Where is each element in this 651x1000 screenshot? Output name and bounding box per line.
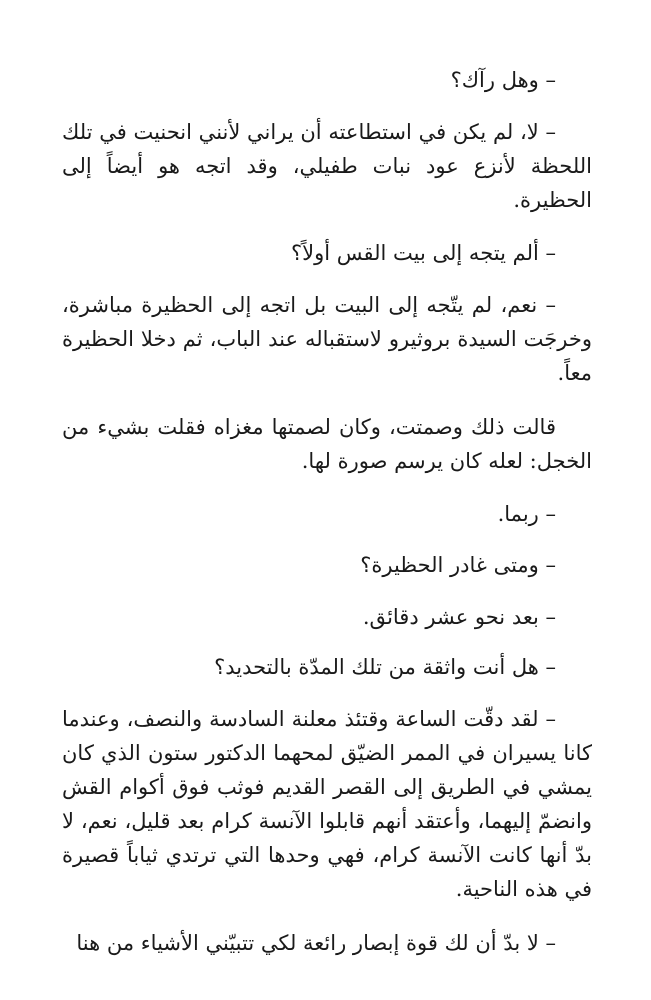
paragraph-3: – ألم يتجه إلى بيت القس أولاً؟ xyxy=(290,241,556,265)
paragraph-11: – لا بدّ أن لك قوة إبصار رائعة لكي تتبيّني الأشياء من هنا xyxy=(76,931,556,955)
paragraph-4: – نعم، لم يتّجه إلى البيت بل اتجه إلى الحظيرة مباشرة، وخرجَت السيدة بروثيرو لاستقباله عند الباب، ثم دخلا الحظيرة معاً. xyxy=(62,293,592,385)
paragraph-1: – وهل رآك؟ xyxy=(450,68,556,92)
paragraph-6: – ربما. xyxy=(497,502,556,526)
paragraph-2: – لا، لم يكن في استطاعته أن يراني لأنني انحنيت في تلك اللحظة لأنزع عود نبات طفيلي، وقد اتجه هو أيضاً إلى الحظيرة. xyxy=(62,120,592,212)
paragraph-5: قالت ذلك وصمتت، وكان لصمتها مغزاه فقلت بشيء من الخجل: لعله كان يرسم صورة لها. xyxy=(62,415,592,473)
paragraph-10: – لقد دقّت الساعة وقتئذ معلنة السادسة والنصف، وعندما كانا يسيران في الممر الضيّق لمحهما الدكتور ستون الذي كان يمشي في الطريق إلى القصر القديم فوثب فوق أكوام القش وانضمّ إليهما، وأعتقد أنهم قابلوا الآنسة كرام بعد قليل، نعم، لا بدّ أنها كانت الآنسة كرام، فهي وحدها التي ترتدي ثياباً قصيرة في هذه الناحية. xyxy=(62,707,592,901)
paragraph-7: – ومتى غادر الحظيرة؟ xyxy=(360,553,556,577)
paragraph-9: – هل أنت واثقة من تلك المدّة بالتحديد؟ xyxy=(214,655,556,679)
paragraph-8: – بعد نحو عشر دقائق. xyxy=(362,605,556,629)
